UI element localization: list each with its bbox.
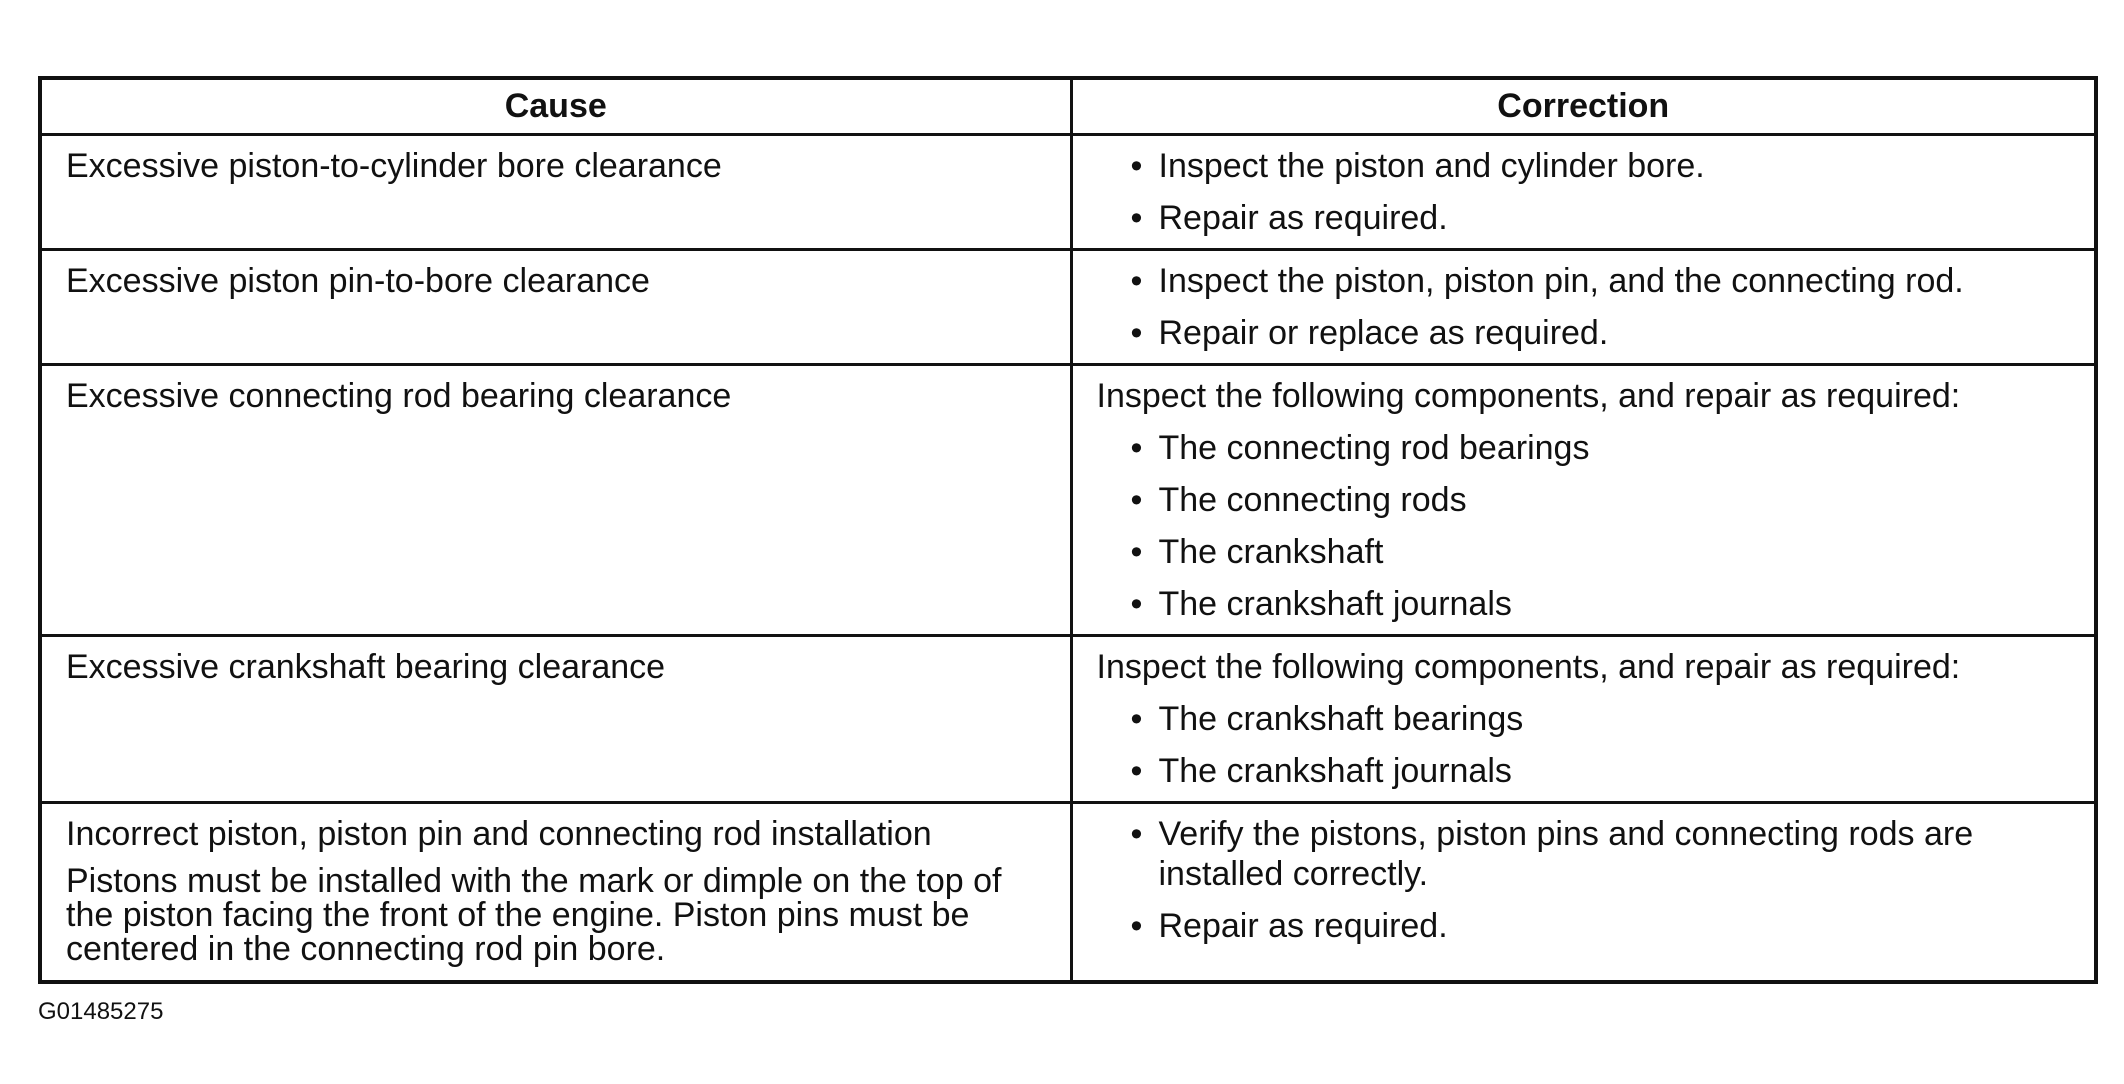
- cause-text: Excessive crankshaft bearing clearance: [66, 647, 666, 686]
- list-item: [1097, 428, 2071, 468]
- bullet: •: [1130, 906, 1143, 945]
- cause-column-header: Cause: [40, 78, 1071, 134]
- cause-text: Excessive piston-to-cylinder bore clearance: [66, 146, 722, 185]
- correction-text: The crankshaft bearings: [1158, 699, 1524, 738]
- bullet: •: [1130, 584, 1143, 623]
- list-item: [1097, 906, 2071, 946]
- diagnosis-table: [38, 76, 2098, 984]
- correction-list: [1097, 699, 2071, 791]
- cause-text: Excessive piston pin-to-bore clearance: [66, 261, 650, 300]
- figure-id-label: G01485275: [38, 998, 164, 1025]
- correction-list: [1097, 814, 2071, 946]
- bullet: •: [1130, 261, 1143, 300]
- cause-cell: [40, 249, 1071, 364]
- list-item: [1097, 751, 2071, 791]
- table-row: [40, 134, 2096, 249]
- table-row: [40, 249, 2096, 364]
- correction-lead-text: Inspect the following components, and repair as required:: [1096, 647, 1961, 686]
- list-item: [1097, 532, 2071, 572]
- correction-text: Repair as required.: [1158, 198, 1448, 237]
- table-row: [40, 635, 2096, 802]
- list-item: [1097, 261, 2071, 301]
- bullet: •: [1130, 146, 1143, 185]
- list-item: [1097, 814, 2071, 894]
- correction-text: The connecting rods: [1158, 480, 1467, 519]
- list-item: [1097, 146, 2071, 186]
- correction-column-header: Correction: [1071, 78, 2096, 134]
- bullet: •: [1130, 751, 1143, 790]
- correction-text: The crankshaft: [1158, 532, 1384, 571]
- correction-cell: [1071, 249, 2096, 364]
- list-item: [1097, 584, 2071, 624]
- correction-text: Inspect the piston, piston pin, and the connecting rod.: [1158, 261, 1964, 300]
- correction-text: The connecting rod bearings: [1158, 428, 1590, 467]
- bullet: •: [1130, 814, 1143, 853]
- bullet: •: [1130, 313, 1143, 352]
- bullet: •: [1130, 480, 1143, 519]
- cause-cell: [40, 364, 1071, 635]
- correction-text: The crankshaft journals: [1158, 584, 1512, 623]
- bullet: •: [1130, 428, 1143, 467]
- header-row: [40, 78, 2096, 134]
- cause-cell: [40, 802, 1071, 982]
- correction-text: Inspect the piston and cylinder bore.: [1158, 146, 1705, 185]
- cause-cell: [40, 134, 1071, 249]
- bullet: •: [1130, 699, 1143, 738]
- cause-cell: [40, 635, 1071, 802]
- correction-text: Verify the pistons, piston pins and connecting rods are installed correctly.: [1158, 814, 1974, 893]
- cause-text: Incorrect piston, piston pin and connecting rod installation: [66, 814, 932, 853]
- correction-text: Repair or replace as required.: [1158, 313, 1609, 352]
- correction-list: [1097, 428, 2071, 624]
- correction-text: The crankshaft journals: [1158, 751, 1512, 790]
- correction-list: [1097, 146, 2071, 238]
- correction-list: [1097, 261, 2071, 353]
- bullet: •: [1130, 532, 1143, 571]
- table-row: [40, 802, 2096, 982]
- correction-cell: [1071, 134, 2096, 249]
- list-item: [1097, 198, 2071, 238]
- list-item: [1097, 313, 2071, 353]
- cause-note: Pistons must be installed with the mark or dimple on the top of the piston facing the front of the engine. Piston pins must be centered in the connecting rod pin bore.: [66, 861, 1002, 968]
- table-row: [40, 364, 2096, 635]
- correction-cell: [1071, 635, 2096, 802]
- bullet: •: [1130, 198, 1143, 237]
- cause-text: Excessive connecting rod bearing clearance: [66, 376, 732, 415]
- correction-cell: [1071, 802, 2096, 982]
- list-item: [1097, 480, 2071, 520]
- correction-lead-text: Inspect the following components, and repair as required:: [1096, 376, 1961, 415]
- list-item: [1097, 699, 2071, 739]
- correction-text: Repair as required.: [1158, 906, 1448, 945]
- correction-cell: [1071, 364, 2096, 635]
